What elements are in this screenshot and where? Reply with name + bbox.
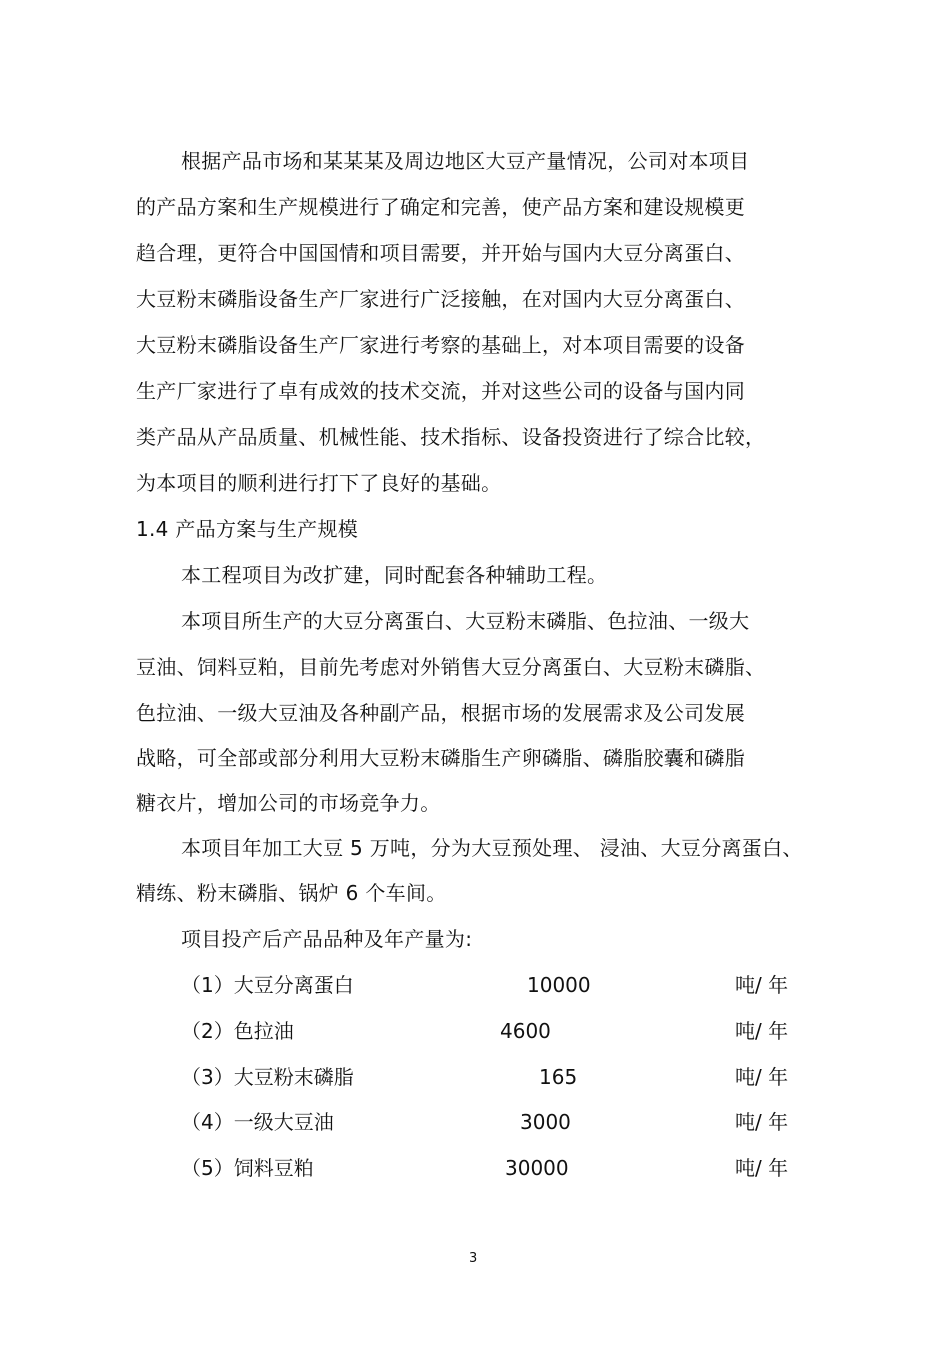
section-heading: 1.4 产品方案与生产规模	[136, 517, 359, 541]
paragraph-line: 趋合理，更符合中国国情和项目需要，并开始与国内大豆分离蛋白、	[136, 241, 745, 265]
paragraph-line: 豆油、饲料豆粕，目前先考虑对外销售大豆分离蛋白、大豆粉末磷脂、	[136, 655, 766, 679]
paragraph-line: 大豆粉末磷脂设备生产厂家进行考察的基础上，对本项目需要的设备	[136, 333, 745, 357]
paragraph-line: 项目投产后产品品种及年产量为:	[181, 927, 473, 951]
paragraph-line: 根据产品市场和某某某及周边地区大豆产量情况，公司对本项目	[181, 149, 750, 173]
paragraph-line: 的产品方案和生产规模进行了确定和完善，使产品方案和建设规模更	[136, 195, 745, 219]
paragraph-line: 本项目年加工大豆 5 万吨，分为大豆预处理、 浸油、大豆分离蛋白、	[181, 836, 803, 860]
paragraph-line: 为本项目的顺利进行打下了良好的基础。	[136, 471, 502, 495]
product-unit: 吨/ 年	[735, 1019, 789, 1043]
product-label: （2）色拉油	[181, 1019, 294, 1043]
product-unit: 吨/ 年	[735, 973, 789, 997]
product-unit: 吨/ 年	[735, 1065, 789, 1089]
paragraph-line: 战略，可全部或部分利用大豆粉末磷脂生产卵磷脂、磷脂胶囊和磷脂	[136, 746, 745, 770]
product-value: 10000	[527, 973, 591, 997]
product-value: 4600	[500, 1019, 551, 1043]
product-label: （5）饲料豆粕	[181, 1156, 314, 1180]
paragraph-line: 色拉油、一级大豆油及各种副产品，根据市场的发展需求及公司发展	[136, 701, 745, 725]
product-unit: 吨/ 年	[735, 1110, 789, 1134]
product-label: （4）一级大豆油	[181, 1110, 334, 1134]
paragraph-line: 糖衣片，增加公司的市场竞争力。	[136, 791, 441, 815]
paragraph-line: 生产厂家进行了卓有成效的技术交流，并对这些公司的设备与国内同	[136, 379, 745, 403]
paragraph-line: 本项目所生产的大豆分离蛋白、大豆粉末磷脂、色拉油、一级大	[181, 609, 750, 633]
product-value: 165	[539, 1065, 578, 1089]
paragraph-line: 大豆粉末磷脂设备生产厂家进行广泛接触，在对国内大豆分离蛋白、	[136, 287, 745, 311]
paragraph-line: 精练、粉末磷脂、锅炉 6 个车间。	[136, 881, 447, 905]
product-label: （3）大豆粉末磷脂	[181, 1065, 354, 1089]
paragraph-line: 本工程项目为改扩建，同时配套各种辅助工程。	[181, 563, 608, 587]
product-value: 3000	[520, 1110, 571, 1134]
product-unit: 吨/ 年	[735, 1156, 789, 1180]
paragraph-line: 类产品从产品质量、机械性能、技术指标、设备投资进行了综合比较，	[136, 425, 766, 449]
product-label: （1）大豆分离蛋白	[181, 973, 354, 997]
product-value: 30000	[505, 1156, 569, 1180]
page-number: 3	[469, 1251, 478, 1266]
